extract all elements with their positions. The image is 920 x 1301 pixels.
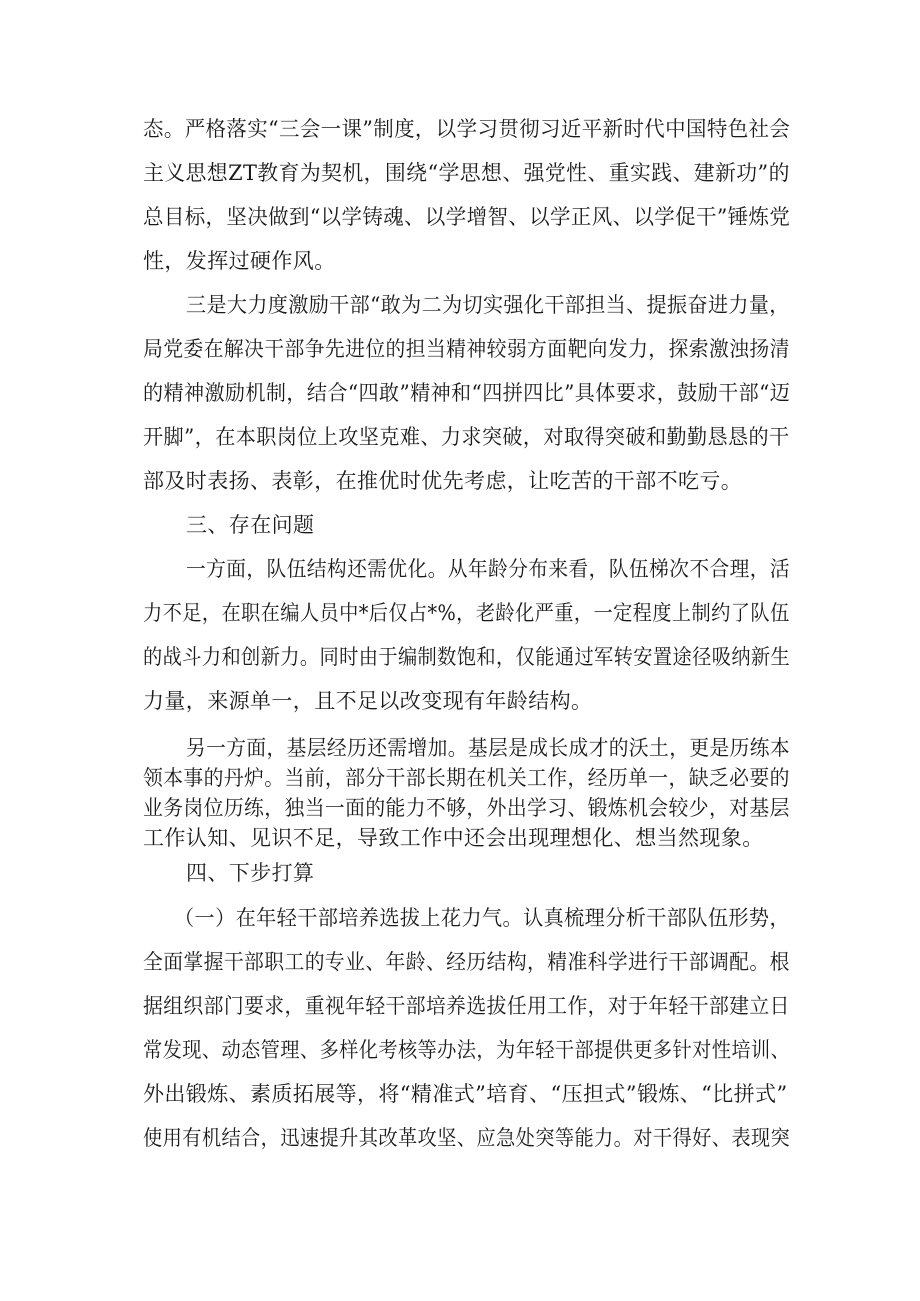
paragraph-5-line-5: 外出锻炼、素质拓展等，将“精准式”培育、“压担式”锻炼、“比拼式” [143, 1082, 788, 1106]
paragraph-3-line-2: 力不足，在职在编人员中*后仅占*%，老龄化严重，一定程度上制约了队伍 [143, 601, 790, 625]
paragraph-1-line-1: 态。严格落实“三会一课”制度，以学习贯彻习近平新时代中国特色社会 [143, 117, 791, 141]
paragraph-2-line-4: 开脚”，在本职岗位上攻坚克难、力求突破，对取得突破和勤勤恳恳的干 [143, 425, 790, 449]
paragraph-5-line-2: 全面掌握干部职工的专业、年龄、经历结构，精准科学进行干部调配。根 [143, 950, 790, 974]
paragraph-5-line-4: 常发现、动态管理、多样化考核等办法，为年轻干部提供更多针对性培训、 [143, 1038, 791, 1062]
section-heading-next-steps: 四、下步打算 [186, 861, 315, 885]
paragraph-2-line-3: 的精神激励机制，结合“四敢”精神和“四拼四比”具体要求，鼓励干部“迈 [143, 381, 791, 405]
paragraph-1-line-4: 性，发挥过硬作风。 [143, 249, 336, 273]
paragraph-2-line-1: 三是大力度激励干部“敢为二为切实强化干部担当、提振奋进力量， [186, 293, 790, 317]
paragraph-1-line-2: 主义思想ZT教育为契机，围绕“学思想、强党性、重实践、建新功”的 [143, 161, 790, 185]
paragraph-5-line-1: （一）在年轻干部培养选拔上花力气。认真梳理分析干部队伍形势， [174, 906, 790, 930]
paragraph-1-line-3: 总目标，坚决做到“以学铸魂、以学增智、以学正风、以学促干”锤炼党 [143, 205, 791, 229]
paragraph-2-line-5: 部及时表扬、表彰，在推优时优先考虑，让吃苦的干部不吃亏。 [143, 469, 743, 493]
paragraph-4-line-1: 另一方面，基层经历还需增加。基层是成长成才的沃土，更是历练本 [186, 736, 790, 760]
paragraph-3-line-3: 的战斗力和创新力。同时由于编制数饱和，仅能通过军转安置途径吸纳新生 [143, 645, 791, 669]
paragraph-5-line-6: 使用有机结合，迅速提升其改革攻坚、应急处突等能力。对干得好、表现突 [143, 1126, 791, 1150]
paragraph-4-line-2: 领本事的丹炉。当前，部分干部长期在机关工作，经历单一，缺乏必要的 [143, 766, 790, 790]
section-heading-problems: 三、存在问题 [186, 513, 315, 537]
paragraph-4-line-4: 工作认知、见识不足，导致工作中还会出现理想化、想当然现象。 [143, 826, 764, 850]
paragraph-3-line-4: 力量，来源单一，且不足以改变现有年龄结构。 [143, 689, 593, 713]
paragraph-4-line-3: 业务岗位历练，独当一面的能力不够，外出学习、锻炼机会较少，对基层 [143, 796, 790, 820]
paragraph-3-line-1: 一方面，队伍结构还需优化。从年龄分布来看，队伍梯次不合理，活 [186, 557, 790, 581]
paragraph-5-line-3: 据组织部门要求，重视年轻干部培养选拔任用工作，对于年轻干部建立日 [143, 994, 790, 1018]
paragraph-2-line-2: 局党委在解决干部争先进位的担当精神较弱方面靶向发力，探索激浊扬清 [143, 337, 790, 361]
